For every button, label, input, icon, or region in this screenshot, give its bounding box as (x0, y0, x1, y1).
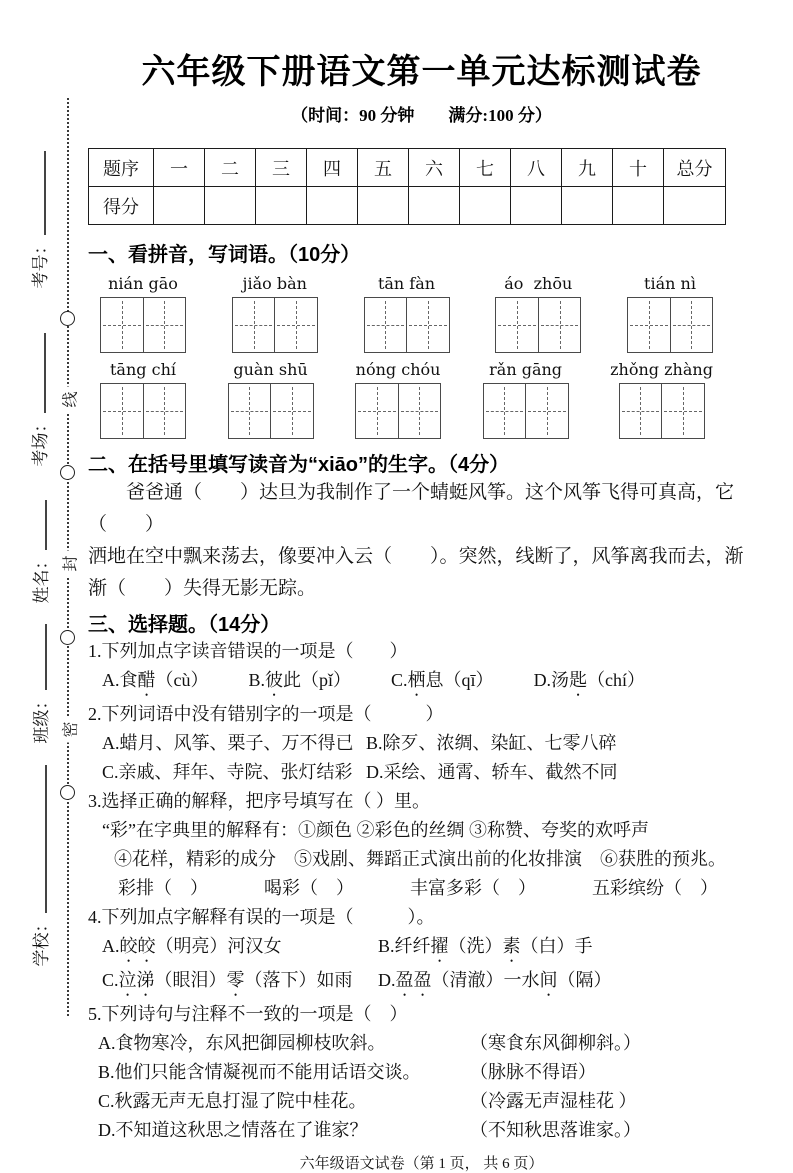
writing-grid (495, 297, 581, 353)
writing-cell (101, 298, 143, 352)
field-class-line (45, 625, 47, 691)
option-note: （冷露无声湿桂花 ） (470, 1091, 637, 1111)
seal-char-mi: 密 (58, 717, 81, 743)
writing-cell (229, 384, 271, 438)
pinyin-label: nián gāo (108, 274, 178, 293)
score-header-cell: 三 (256, 149, 307, 187)
score-cell (613, 187, 664, 225)
score-header-cell: 总分 (664, 149, 726, 187)
pinyin-label: tāng chí (110, 360, 176, 379)
field-school (31, 760, 53, 972)
pinyin-word-group (483, 359, 569, 439)
seal-char-feng: 封 (58, 551, 81, 577)
score-header-cell: 九 (562, 149, 613, 187)
seal-char-xian: 线 (58, 387, 81, 413)
writing-cell (270, 384, 313, 438)
pinyin-label: tān fàn (377, 274, 436, 293)
writing-cell (365, 298, 407, 352)
field-exam-number (30, 145, 52, 295)
writing-cell (101, 384, 143, 438)
writing-cell (143, 298, 186, 352)
score-table-header-row (89, 149, 726, 187)
passage-line: 渐（ ）失得无影无踪。 (88, 578, 317, 599)
pinyin-word-group (627, 273, 713, 353)
writing-grid (232, 297, 318, 353)
field-exam-number-label: 考号： (31, 237, 50, 289)
field-exam-room-line (44, 334, 46, 414)
q2-options-row1 (88, 729, 755, 758)
pinyin-word-group (100, 273, 186, 353)
option-text: （洗） (448, 936, 503, 956)
q4-option-a (102, 932, 378, 966)
score-cell (664, 187, 726, 225)
field-class-label: 班级： (32, 692, 51, 744)
score-cell (154, 187, 205, 225)
q2-option-c: C.亲戚、拜年、寺院、张灯结彩 (102, 762, 353, 782)
field-name-line (45, 501, 47, 551)
score-cell (460, 187, 511, 225)
dotted-char: 彼 (265, 670, 284, 690)
paper-body (88, 0, 755, 1173)
writing-grid (228, 383, 314, 439)
option-text: 此（pǐ） (283, 670, 352, 690)
q5-option-d (88, 1116, 755, 1145)
pinyin-word-group (355, 359, 441, 439)
score-cell (256, 187, 307, 225)
q2-option-a: A.蜡月、风筝、栗子、万不得已 (102, 733, 354, 753)
option-note: （寒食东风御柳斜。） (470, 1033, 641, 1053)
dotted-char: 匙 (569, 670, 588, 690)
q1-option-b (249, 666, 352, 700)
field-class (31, 618, 53, 750)
fold-circle-icon (60, 465, 75, 480)
q5-option-a (88, 1029, 755, 1058)
option-text: B.纤纤 (378, 936, 431, 956)
writing-grid (483, 383, 569, 439)
field-school-line (45, 766, 47, 914)
writing-grid (355, 383, 441, 439)
option-text: D.汤 (533, 670, 570, 690)
q1-option-c (391, 666, 494, 700)
q2-options-row2 (88, 758, 755, 787)
writing-grid (619, 383, 705, 439)
q4-stem: 4.下列加点字解释有误的一项是（ ）。 (88, 907, 435, 927)
writing-cell (538, 298, 581, 352)
writing-cell (143, 384, 186, 438)
pinyin-label: nóng chóu (355, 360, 441, 379)
q3-item: 丰富多彩（ ） (410, 878, 536, 898)
option-text: （chí） (587, 670, 646, 690)
dotted-char: 零 (226, 970, 245, 990)
pinyin-label: rǎn gāng (489, 360, 563, 379)
q4-option-d (378, 966, 612, 1000)
field-school-label: 学校： (32, 915, 51, 967)
score-cell (205, 187, 256, 225)
pinyin-word-group (100, 359, 186, 439)
q3-definitions-line2: ④花样，精彩的成分 ⑤戏剧、舞蹈正式演出前的化妆排演 ⑥获胜的预兆。 (114, 849, 726, 869)
q2-option-b: B.除歹、浓绸、染缸、七零八碎 (366, 733, 617, 753)
paper-subtitle: （时间：90 分钟 满分:100 分） (291, 106, 552, 125)
q3-stem: 3.选择正确的解释，把序号填写在（ ）里。 (88, 791, 430, 811)
dotted-char: 栖 (407, 670, 426, 690)
page-footer: 六年级语文试卷（第 1 页， 共 6 页） (299, 1156, 544, 1172)
writing-grid (627, 297, 713, 353)
field-name (31, 494, 53, 610)
writing-cell (398, 384, 441, 438)
q1-option-a (102, 666, 209, 700)
pinyin-label: zhǒng zhàng (610, 360, 713, 379)
dotted-char: 素 (502, 936, 521, 956)
score-header-cell: 八 (511, 149, 562, 187)
writing-cell (406, 298, 449, 352)
q4-option-c (102, 966, 378, 1000)
field-exam-room (30, 325, 52, 475)
dotted-char: 擢 (430, 936, 449, 956)
option-text: （明亮）河汉女 (155, 936, 282, 956)
pinyin-row-1 (88, 273, 755, 353)
dotted-char: 皎皎 (119, 936, 156, 956)
section2-passage (88, 477, 755, 605)
pinyin-label: jiǎo bàn (242, 274, 307, 293)
option-text: （落下）如雨 (244, 970, 353, 990)
pinyin-word-group (232, 273, 318, 353)
writing-cell (670, 298, 713, 352)
writing-cell (661, 384, 704, 438)
writing-cell (356, 384, 398, 438)
option-note: （不知秋思落谁家。） (470, 1120, 641, 1140)
q5-option-b (88, 1058, 755, 1087)
score-cell (511, 187, 562, 225)
writing-cell (484, 384, 526, 438)
option-text: B. (248, 670, 266, 690)
option-text: C. (391, 670, 408, 690)
score-row-label: 得分 (89, 187, 154, 225)
pinyin-word-group (228, 359, 314, 439)
section3-body (88, 637, 755, 1145)
option-text: （清澈）一水 (431, 970, 540, 990)
option-text: （隔） (557, 970, 612, 990)
score-table-score-row (89, 187, 726, 225)
q4-options-row1 (88, 932, 755, 966)
score-cell (358, 187, 409, 225)
writing-cell (628, 298, 670, 352)
score-cell (307, 187, 358, 225)
score-cell (409, 187, 460, 225)
passage-line: 洒地在空中飘来荡去，像要冲入云（ ）。突然，线断了，风筝离我而去，渐 (88, 546, 744, 567)
fold-circle-icon (60, 785, 75, 800)
q3-item: 喝彩（ ） (264, 878, 354, 898)
section1-heading: 一、看拼音，写词语。（10分） (88, 244, 361, 266)
option-text: C.秋露无声无息打湿了院中桂花。 (98, 1091, 367, 1111)
writing-cell (274, 298, 317, 352)
score-header-cell: 七 (460, 149, 511, 187)
passage-line: 爸爸通（ ）达旦为我制作了一个蜻蜓风筝。这个风筝飞得可真高，它（ ） (88, 482, 735, 535)
score-header-cell: 五 (358, 149, 409, 187)
dotted-char: 醋 (137, 670, 156, 690)
option-text: 息（qī） (425, 670, 494, 690)
field-name-label: 姓名： (32, 552, 51, 604)
option-note: （脉脉不得语） (470, 1062, 596, 1082)
option-text: （白）手 (520, 936, 593, 956)
dotted-char: 泣涕 (118, 970, 155, 990)
section2-heading: 二、在括号里填写读音为“xiāo”的生字。（4分） (88, 454, 510, 476)
writing-grid (100, 383, 186, 439)
score-header-cell: 二 (205, 149, 256, 187)
q1-option-d (534, 666, 646, 700)
score-header-cell: 十 (613, 149, 664, 187)
writing-cell (525, 384, 568, 438)
pinyin-word-group (610, 359, 713, 439)
q3-item: 彩排（ ） (118, 878, 208, 898)
option-text: D. (378, 970, 396, 990)
score-header-cell: 六 (409, 149, 460, 187)
section3-heading: 三、选择题。（14分） (88, 614, 281, 636)
dotted-char: 间 (539, 970, 558, 990)
fold-circle-icon (60, 311, 75, 326)
score-header-cell: 题序 (89, 149, 154, 187)
field-exam-number-line (44, 152, 46, 236)
q3-item: 五彩缤纷（ ） (592, 878, 718, 898)
paper-title: 六年级下册语文第一单元达标测试卷 (141, 53, 702, 91)
option-text: B.他们只能含情凝视而不能用话语交谈。 (98, 1062, 421, 1082)
option-text: A.食 (102, 670, 138, 690)
q3-definitions-line1: “彩”在字典里的解释有：①颜色 ②彩色的丝绸 ③称赞、夸奖的欢呼声 (102, 820, 649, 840)
q4-options-row2 (88, 966, 755, 1000)
writing-cell (620, 384, 662, 438)
pinyin-label: áo zhōu (504, 274, 573, 293)
q1-options (88, 666, 755, 700)
pinyin-label: tián nì (644, 274, 696, 293)
q2-option-d: D.采绘、通霄、轿车、截然不同 (366, 762, 618, 782)
writing-cell (233, 298, 275, 352)
option-text: D.不知道这秋思之情落在了谁家？ (98, 1120, 368, 1140)
option-text: （cù） (155, 670, 209, 690)
q5-stem: 5.下列诗句与注释不一致的一项是（ ） (88, 1004, 408, 1024)
dotted-char: 盈盈 (395, 970, 432, 990)
q3-answer-items (88, 874, 755, 903)
score-cell (562, 187, 613, 225)
pinyin-label: guàn shū (233, 360, 308, 379)
field-exam-room-label: 考场： (31, 415, 50, 467)
pinyin-row-2 (88, 359, 755, 439)
option-text: A. (102, 936, 120, 956)
writing-cell (496, 298, 538, 352)
pinyin-word-group (495, 273, 581, 353)
score-header-cell: 四 (307, 149, 358, 187)
q1-stem: 1.下列加点字读音错误的一项是（ ） (88, 641, 408, 661)
q5-option-c (88, 1087, 755, 1116)
score-table (88, 148, 726, 225)
option-text: C. (102, 970, 119, 990)
pinyin-word-group (364, 273, 450, 353)
fold-circle-icon (60, 630, 75, 645)
writing-grid (100, 297, 186, 353)
option-text: （眼泪） (154, 970, 227, 990)
option-text: A.食物寒冷，东风把御园柳枝吹斜。 (98, 1033, 386, 1053)
writing-grid (364, 297, 450, 353)
q2-stem: 2.下列词语中没有错别字的一项是（ ） (88, 704, 444, 724)
score-header-cell: 一 (154, 149, 205, 187)
q4-option-b (378, 932, 593, 966)
